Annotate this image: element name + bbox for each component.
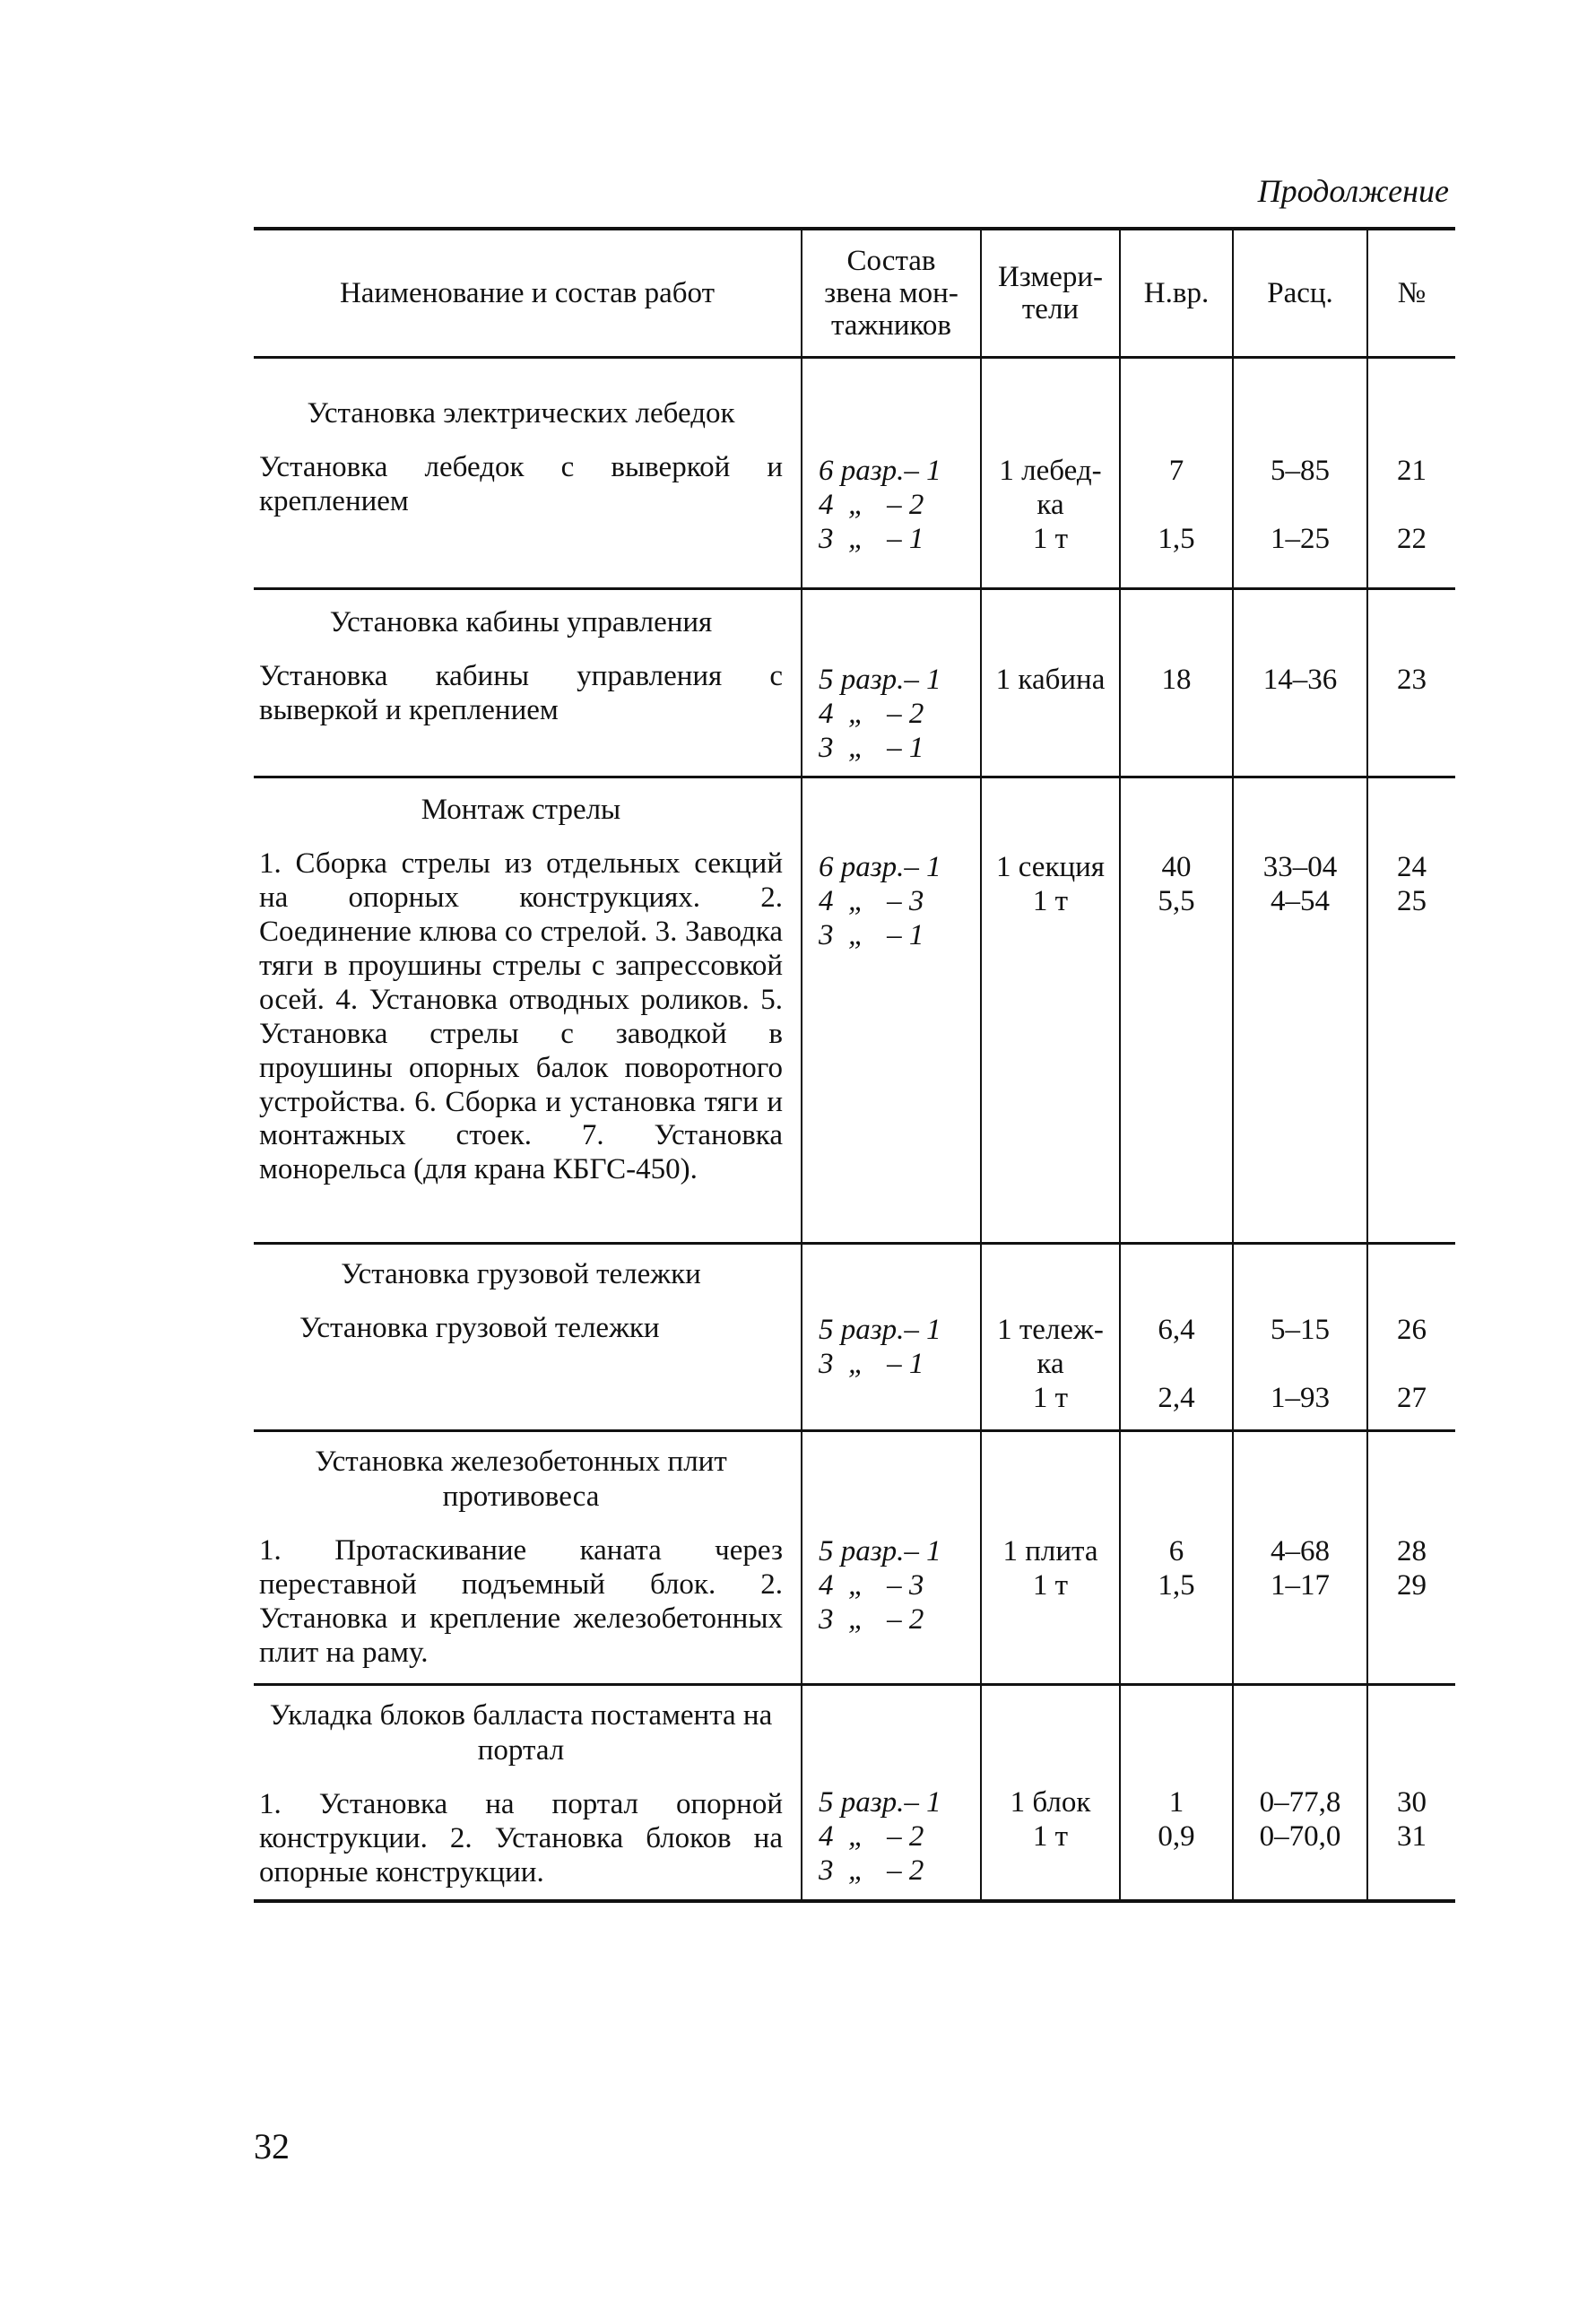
item-number: 30 31 bbox=[1397, 1786, 1427, 1853]
section-description: 1. Установка на портал опорной конструкции. 2. Установка блоков на опорные конструкции. bbox=[259, 1787, 783, 1889]
crew-composition: 5 разр.– 1 4 „ – 2 3 „ – 1 bbox=[819, 664, 941, 764]
unit-of-measure: 1 кабина bbox=[995, 664, 1106, 696]
time-norm: 6,4 2,4 bbox=[1158, 1314, 1195, 1414]
time-norm: 6 1,5 bbox=[1158, 1535, 1195, 1602]
item-number: 24 25 bbox=[1397, 851, 1427, 917]
crew-composition: 5 разр.– 1 3 „ – 1 bbox=[819, 1314, 941, 1380]
header-norm: Н.вр. bbox=[1119, 230, 1232, 356]
unit-of-measure: 1 блок 1 т bbox=[1010, 1786, 1091, 1853]
section-description: Установка лебедок с выверкой и креплением bbox=[259, 450, 783, 517]
item-number: 21 22 bbox=[1397, 455, 1427, 555]
section-title: Установка электрических лебедок bbox=[307, 397, 735, 430]
table-row bbox=[254, 359, 1455, 590]
header-cost: Расц. bbox=[1232, 230, 1366, 356]
item-number: 26 27 bbox=[1397, 1314, 1427, 1414]
crew-composition: 5 разр.– 1 4 „ – 2 3 „ – 2 bbox=[819, 1786, 941, 1887]
time-norm: 18 bbox=[1161, 664, 1192, 696]
section-title: Установка кабины управления bbox=[329, 606, 713, 638]
crew-composition: 5 разр.– 1 4 „ – 3 3 „ – 2 bbox=[819, 1535, 941, 1636]
crew-composition: 6 разр.– 1 4 „ – 2 3 „ – 1 bbox=[819, 455, 941, 555]
section-description: 1. Сборка стрелы из отдельных секций на опорных конструкциях. 2. Соединение клюва со стрелой. 3. Заводка тяги в проушины стрелы с запрессовкой осей. 4. Установка отводных роликов. 5. Установка стрелы с заводкой в проушины опорных балок поворотного устройства. 6. Сборка и установка тяги и монтажных стоек. 7. Установка монорельса (для крана КБГС-450). bbox=[259, 847, 783, 1186]
rate: 5–15 1–93 bbox=[1271, 1314, 1330, 1414]
table-row bbox=[254, 778, 1455, 1245]
unit-of-measure: 1 плита 1 т bbox=[1002, 1535, 1098, 1602]
rate: 14–36 bbox=[1262, 664, 1338, 696]
rate: 4–68 1–17 bbox=[1271, 1535, 1330, 1602]
table-row bbox=[254, 590, 1455, 778]
unit-of-measure: 1 секция 1 т bbox=[996, 851, 1105, 917]
time-norm: 7 1,5 bbox=[1158, 455, 1195, 555]
section-title: Установка железобетонных плит противовеса bbox=[315, 1446, 727, 1513]
table-header bbox=[254, 230, 1455, 359]
rate: 33–04 4–54 bbox=[1262, 851, 1338, 917]
header-unit: Измери- тели bbox=[980, 230, 1119, 356]
table-row bbox=[254, 1245, 1455, 1432]
section-title: Укладка блоков балласта постамента на портал bbox=[269, 1699, 773, 1767]
section-title: Установка грузовой тележки bbox=[341, 1258, 701, 1290]
crew-composition: 6 разр.– 1 4 „ – 3 3 „ – 1 bbox=[819, 851, 941, 951]
section-description: Установка грузовой тележки bbox=[299, 1311, 660, 1344]
section-description: 1. Протаскивание каната через переставной подъемный блок. 2. Установка и крепление железобетонных плит на раму. bbox=[259, 1533, 783, 1669]
header-crew: Состав звена мон- тажников bbox=[801, 230, 980, 356]
norms-table bbox=[254, 227, 1455, 1903]
header-num: № bbox=[1366, 230, 1455, 356]
table-row bbox=[254, 1686, 1455, 1899]
section-description: Установка кабины управления с выверкой и креплением bbox=[259, 659, 783, 726]
continuation-label: Продолжение bbox=[1257, 173, 1449, 209]
time-norm: 40 5,5 bbox=[1158, 851, 1195, 917]
unit-of-measure: 1 лебед- ка 1 т bbox=[999, 455, 1102, 555]
item-number: 28 29 bbox=[1397, 1535, 1427, 1602]
section-title: Монтаж стрелы bbox=[421, 794, 621, 826]
page-number: 32 bbox=[254, 2126, 290, 2166]
item-number: 23 bbox=[1397, 664, 1427, 696]
rate: 0–77,8 0–70,0 bbox=[1259, 1786, 1341, 1853]
rate: 5–85 1–25 bbox=[1271, 455, 1330, 555]
unit-of-measure: 1 тележ- ка 1 т bbox=[997, 1314, 1104, 1414]
time-norm: 1 0,9 bbox=[1158, 1786, 1195, 1853]
header-name: Наименование и состав работ bbox=[339, 276, 716, 309]
table-row bbox=[254, 1432, 1455, 1686]
